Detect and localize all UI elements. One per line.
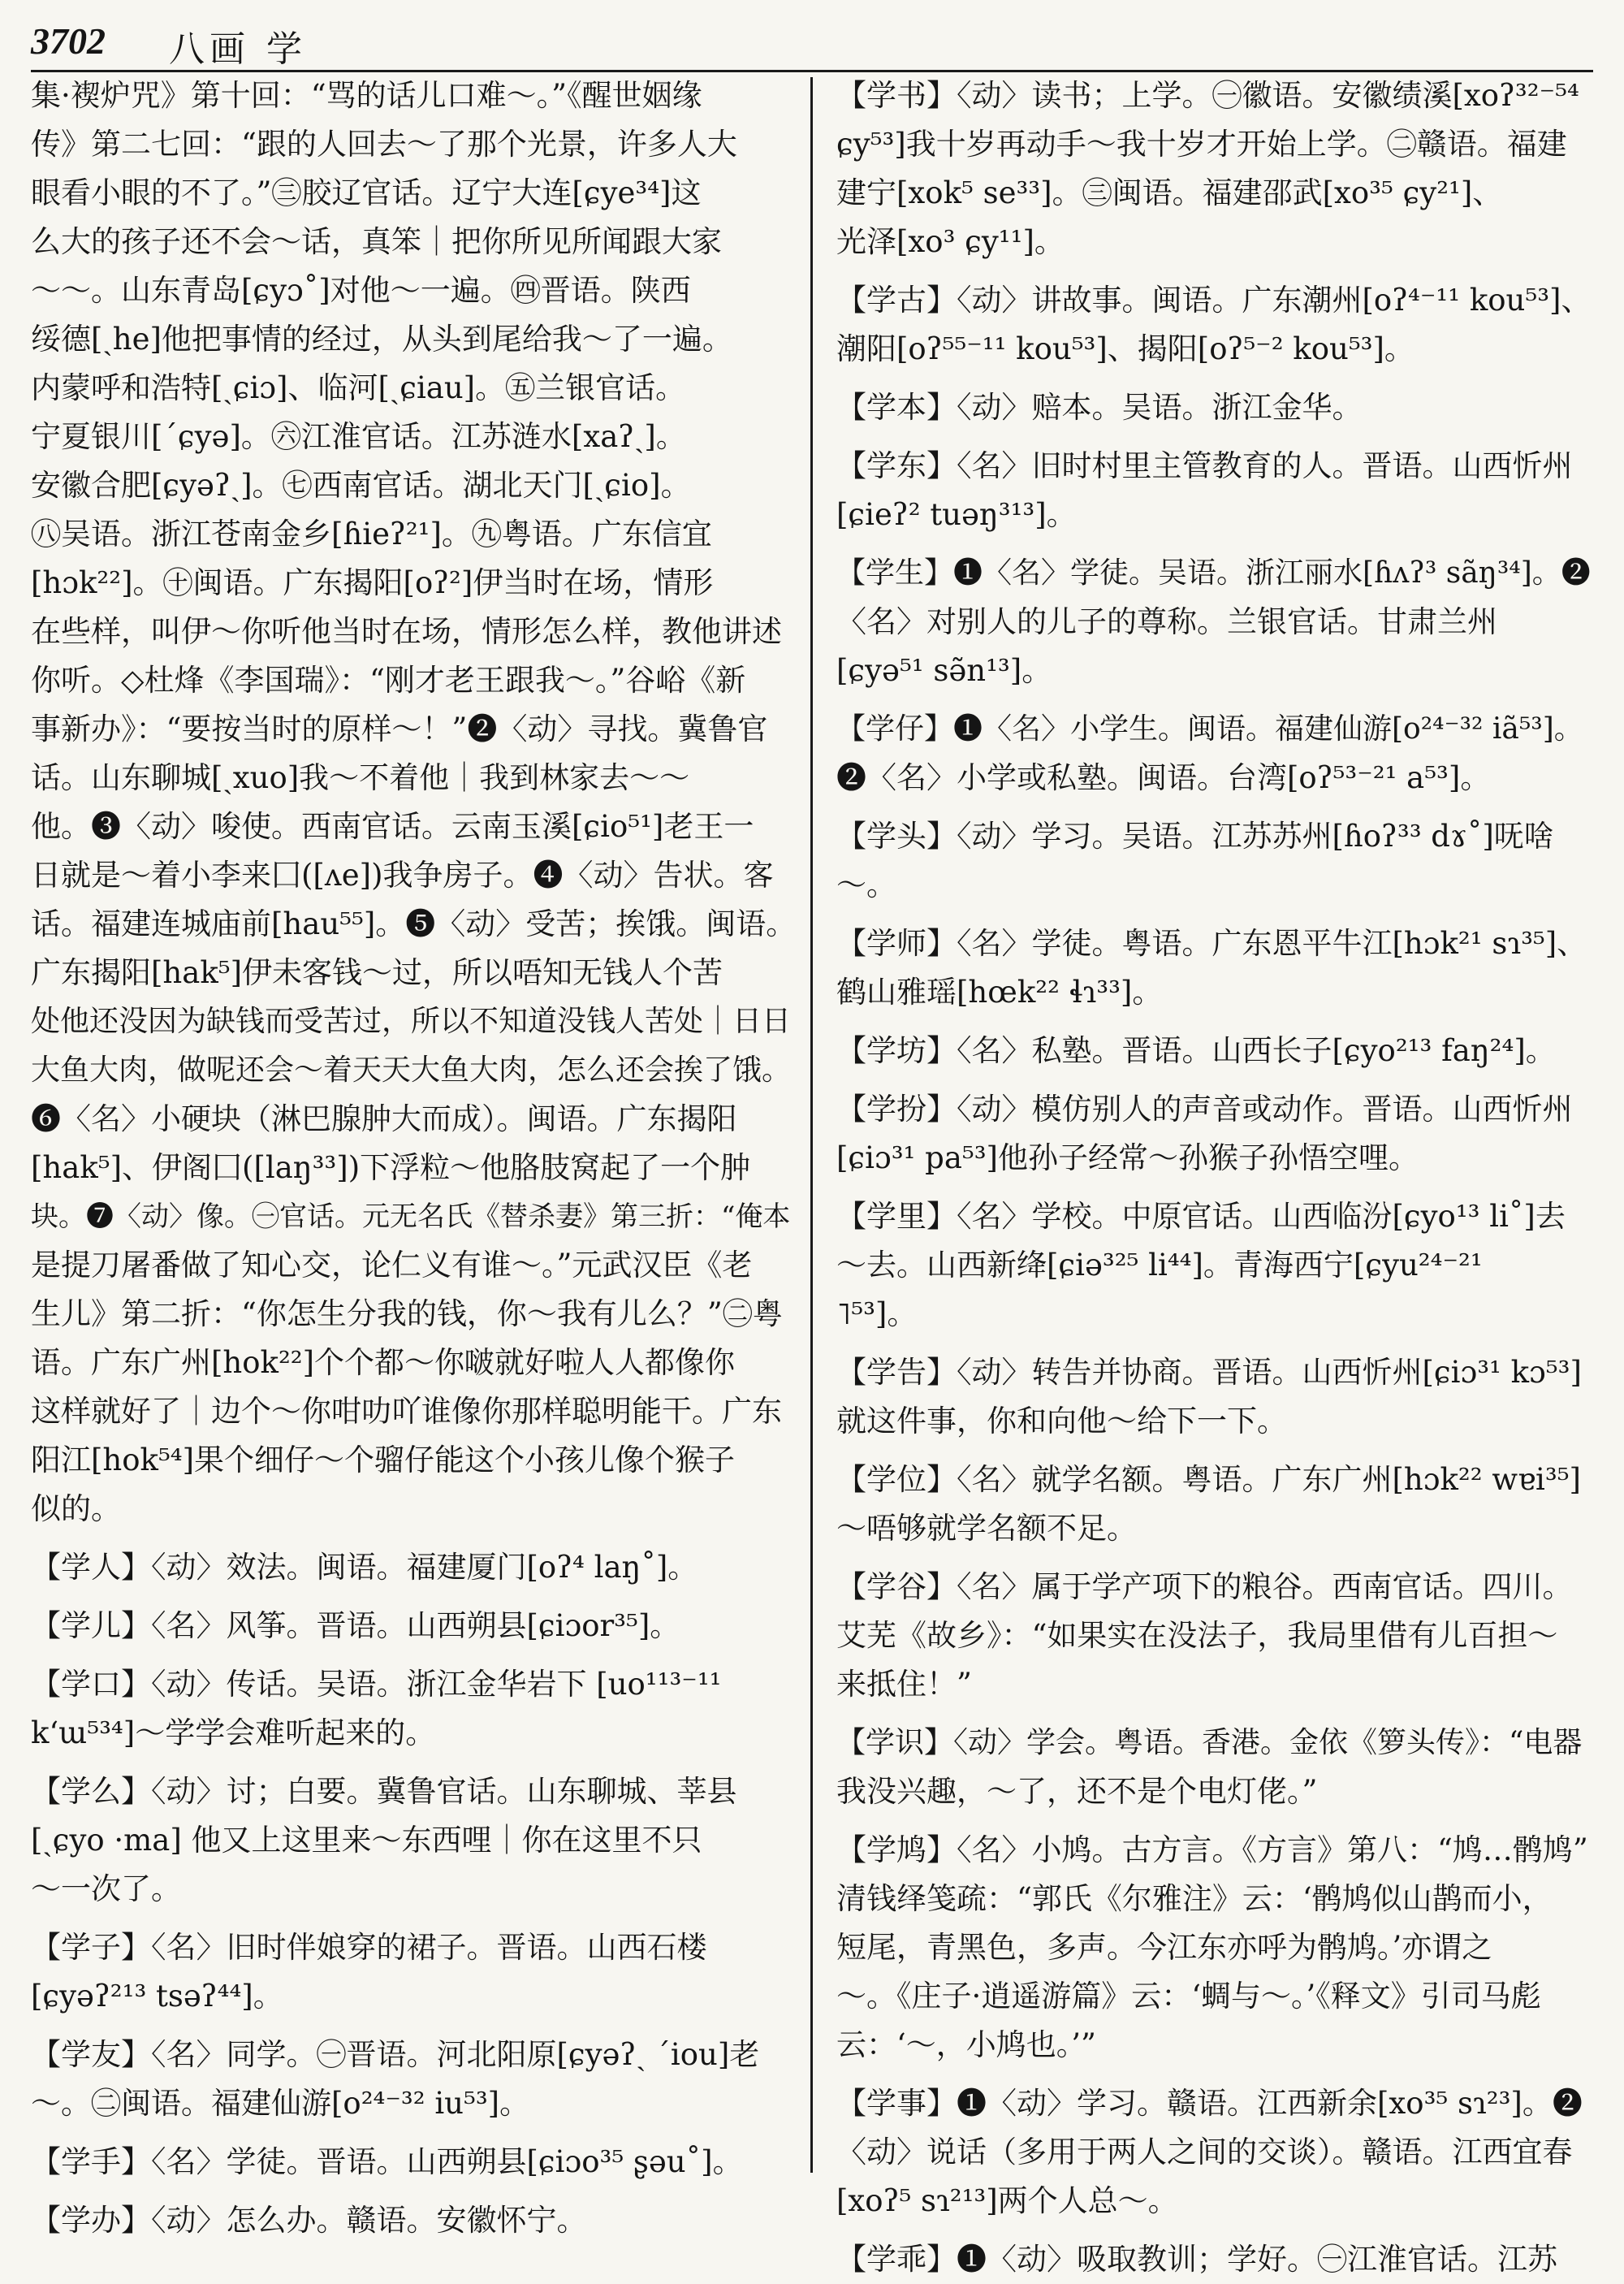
text-line: [ɕieʔ² tuəŋ³¹³]。	[836, 497, 1077, 532]
entry-headword-line: 【学人】〈动〉效法。闽语。福建厦门[oʔ⁴ laŋ˚]。	[31, 1550, 698, 1585]
text-line: ˥⁵³]。	[836, 1296, 918, 1331]
text-line: 我没兴趣，～了，还不是个电灯佬。”	[836, 1774, 1318, 1809]
text-line: ～一次了。	[31, 1871, 181, 1906]
text-line: ～～。山东青岛[ɕyɔ˚]对他～一遍。㊃晋语。陕西	[31, 273, 691, 308]
text-line: 鹤山雅瑶[hœk²² ɬɿ³³]。	[836, 975, 1163, 1010]
entry-headword-line: 【学头】〈动〉学习。吴语。江苏苏州[ɦoʔ³³ dɤ˚]呒啥	[836, 819, 1554, 854]
text-line: [ɕyə⁵¹ sə̃n¹³]。	[836, 653, 1052, 688]
text-line: 短尾，青黑色，多声。今江东亦呼为鹘鸠。’亦谓之	[836, 1930, 1492, 1965]
text-line: [ˏɕyo ·ma] 他又上这里来～东西哩｜你在这里不只	[31, 1823, 702, 1858]
text-line: 眼看小眼的不了。”㊂胶辽官话。辽宁大连[ɕye³⁴]这	[31, 175, 702, 210]
text-line: 话。福建连城庙前[hau⁵⁵]。❺〈动〉受苦；挨饿。闽语。	[31, 906, 797, 941]
text-line: [ɕyəʔ²¹³ tsəʔ⁴⁴]。	[31, 1979, 283, 2014]
text-line: 清钱绎笺疏：“郭氏《尔雅注》云：‘鹘鸠似山鹊而小，	[836, 1881, 1553, 1916]
entry-headword-line: 【学鸠】〈名〉小鸠。古方言。《方言》第八：“鸠…鹘鸠”	[836, 1832, 1588, 1867]
column-divider	[810, 77, 813, 2173]
text-line: 么大的孩子还不会～话，真笨｜把你所见所闻跟大家	[31, 224, 722, 259]
entry-headword-line: 【学乖】❶〈动〉吸取教训；学好。㊀江淮官话。江苏	[836, 2242, 1557, 2277]
text-line: 广东揭阳[hak⁵]伊未客钱～过，所以唔知无钱人个苦	[31, 955, 723, 990]
text-line: 话。山东聊城[ˏxuo]我～不着他｜我到林家去～～	[31, 760, 690, 795]
text-line: ㊇吴语。浙江苍南金乡[ɦieʔ²¹]。㊈粤语。广东信宜	[31, 517, 712, 552]
entry-headword-line: 【学位】〈名〉就学名额。粤语。广东广州[hɔk²² wɐi³⁵]	[836, 1462, 1581, 1497]
entry-headword-line: 【学谷】〈名〉属于学产项下的粮谷。西南官话。四川。	[836, 1569, 1573, 1604]
text-line: ～唔够就学名额不足。	[836, 1511, 1137, 1546]
entry-headword-line: 【学口】〈动〉传话。吴语。浙江金华岩下 [uo¹¹³⁻¹¹	[31, 1667, 722, 1702]
text-line: ɕy⁵³]我十岁再动手～我十岁才开始上学。㊁赣语。福建	[836, 127, 1567, 162]
text-line: 建宁[xok⁵ se³³]。㊂闽语。福建邵武[xo³⁵ ɕy²¹]、	[836, 175, 1503, 210]
text-line: ❻〈名〉小硬块（淋巴腺肿大而成）。闽语。广东揭阳	[31, 1101, 737, 1136]
text-line: ～。《庄子·逍遥游篇》云：‘蜩与～。’《释文》引司马彪	[836, 1979, 1541, 2014]
entry-headword-line: 【学子】〈名〉旧时伴娘穿的裙子。晋语。山西石楼	[31, 1930, 707, 1965]
entry-headword-line: 【学办】〈动〉怎么办。赣语。安徽怀宁。	[31, 2203, 587, 2238]
entry-headword-line: 【学友】〈名〉同学。㊀晋语。河北阳原[ɕyəʔˏ ˊiou]老	[31, 2037, 760, 2072]
text-line: [hak⁵]、伊阁囗([laŋ³³])下浮粒～他胳肢窝起了一个肿	[31, 1150, 751, 1185]
entry-headword-line: 【学仔】❶〈名〉小学生。闽语。福建仙游[o²⁴⁻³² iã⁵³]。	[836, 712, 1583, 746]
text-line: 云：‘～，小鸠也。’”	[836, 2027, 1096, 2062]
text-line: 来抵住！”	[836, 1667, 972, 1702]
text-line: 这样就好了｜边个～你咁叻吖谁像你那样聪明能干。广东	[31, 1394, 782, 1429]
text-line: ❷〈名〉小学或私塾。闽语。台湾[oʔ⁵³⁻²¹ a⁵³]。	[836, 760, 1491, 795]
entry-headword-line: 【学事】❶〈动〉学习。赣语。江西新余[xo³⁵ sɿ²³]。❷	[836, 2086, 1583, 2121]
text-line: [xoʔ⁵ sɿ²¹³]两个人总～。	[836, 2183, 1178, 2218]
text-line: 艾芜《故乡》：“如果实在没法子，我局里借有儿百担～	[836, 1618, 1558, 1653]
text-line: ～。	[836, 867, 896, 902]
text-line: 绥德[ˏhe]他把事情的经过，从头到尾给我～了一遍。	[31, 322, 732, 357]
text-line: 光泽[xo³ ɕy¹¹]。	[836, 224, 1065, 259]
right-column	[836, 71, 1592, 2284]
text-line: 语。广东广州[hok²²]个个都～你啵就好啦人人都像你	[31, 1345, 736, 1380]
entry-headword-line: 【学告】〈动〉转告并协商。晋语。山西忻州[ɕiɔ³¹ kɔ⁵³]	[836, 1355, 1582, 1390]
text-line: [ɕiɔ³¹ pa⁵³]他孙子经常～孙猴子孙悟空哩。	[836, 1140, 1419, 1175]
entry-headword-line: 【学扮】〈动〉模仿别人的声音或动作。晋语。山西忻州	[836, 1092, 1573, 1127]
text-line: 传》第二七回：“跟的人回去～了那个光景，许多人大	[31, 127, 737, 162]
text-line: 宁夏银川[ˊɕyə]。㊅江淮官话。江苏涟水[xaʔˏ]。	[31, 419, 686, 454]
entry-headword-line: 【学坊】〈名〉私塾。晋语。山西长子[ɕyo²¹³ faŋ²⁴]。	[836, 1033, 1556, 1068]
text-line: 你听。◇杜烽《李国瑞》：“刚才老王跟我～。”谷峪《新	[31, 663, 746, 698]
page-header	[31, 8, 1593, 70]
text-line: 块。❼〈动〉像。㊀官话。元无名氏《替杀妻》第三折：“俺本	[31, 1200, 791, 1233]
entry-headword-line: 【学东】〈名〉旧时村里主管教育的人。晋语。山西忻州	[836, 448, 1573, 483]
page-number: 3702	[31, 20, 106, 62]
entry-headword-line: 【学生】❶〈名〉学徒。吴语。浙江丽水[ɦʌʔ³ sãŋ³⁴]。❷	[836, 556, 1591, 590]
text-line: 日就是～着小李来囗([ʌe])我争房子。❹〈动〉告状。客	[31, 858, 774, 893]
entry-headword-line: 【学古】〈动〉讲故事。闽语。广东潮州[oʔ⁴⁻¹¹ kou⁵³]、	[836, 283, 1592, 318]
text-line: 生儿》第二折：“你怎生分我的钱，你～我有儿么？”㊁粤	[31, 1296, 783, 1331]
text-line: 〈名〉对别人的儿子的尊称。兰银官话。甘肃兰州	[836, 604, 1497, 639]
text-line: 大鱼大肉，做呢还会～着天天大鱼大肉，怎么还会挨了饿。	[31, 1053, 792, 1087]
entry-headword-line: 【学里】〈名〉学校。中原官话。山西临汾[ɕyo¹³ li˚]去	[836, 1199, 1566, 1234]
text-line: ～去。山西新绛[ɕiə³²⁵ li⁴⁴]。青海西宁[ɕyu²⁴⁻²¹	[836, 1248, 1483, 1283]
left-column	[31, 71, 798, 2245]
entry-headword-line: 【学识】〈动〉学会。粤语。香港。金依《箩头传》：“电器	[836, 1726, 1583, 1759]
entry-headword-line: 【学书】〈动〉读书；上学。㊀徽语。安徽绩溪[xoʔ³²⁻⁵⁴	[836, 78, 1579, 113]
text-line: ～。㊁闽语。福建仙游[o²⁴⁻³² iu⁵³]。	[31, 2086, 530, 2121]
text-line: kʻɯ⁵³⁴]～学学会难听起来的。	[31, 1715, 436, 1750]
section-title: 八画 学	[169, 28, 307, 70]
text-line: 事新办》：“要按当时的原样～！”❷〈动〉寻找。冀鲁官	[31, 712, 768, 746]
entry-headword-line: 【学么】〈动〉讨；白要。冀鲁官话。山东聊城、莘县	[31, 1774, 737, 1809]
text-line: 潮阳[oʔ⁵⁵⁻¹¹ kou⁵³]、揭阳[oʔ⁵⁻² kou⁵³]。	[836, 331, 1415, 366]
text-line: 处他还没因为缺钱而受苦过，所以不知道没钱人苦处｜日日	[31, 1005, 792, 1038]
entry-headword-line: 【学本】〈动〉赔本。吴语。浙江金华。	[836, 390, 1363, 425]
text-line: 安徽合肥[ɕyəʔˏ]。㊆西南官话。湖北天门[ˏɕio]。	[31, 468, 691, 503]
text-line: 内蒙呼和浩特[ˏɕiɔ]、临河[ˏɕiau]。㊄兰银官话。	[31, 370, 686, 405]
text-line: 他。❸〈动〉唆使。西南官话。云南玉溪[ɕio⁵¹]老王一	[31, 809, 754, 844]
text-line: 似的。	[31, 1491, 121, 1526]
text-line: 在些样，叫伊～你听他当时在场，情形怎么样，教他讲述	[31, 614, 782, 649]
entry-headword-line: 【学儿】〈名〉风筝。晋语。山西朔县[ɕiɔor³⁵]。	[31, 1608, 680, 1643]
text-line: 阳江[hok⁵⁴]果个细仔～个骝仔能这个小孩儿像个猴子	[31, 1443, 736, 1477]
text-line: 是提刀屠番做了知心交，论仁义有谁～。”元武汉臣《老	[31, 1248, 753, 1283]
entry-headword-line: 【学师】〈名〉学徒。粤语。广东恩平牛江[hɔk²¹ sɿ³⁵]、	[836, 926, 1587, 961]
text-line: 〈动〉说话（多用于两人之间的交谈）。赣语。江西宜春	[836, 2135, 1573, 2169]
text-line: 集·褉炉咒》第十回：“骂的话儿口难～。”《醒世姻缘	[31, 78, 702, 113]
entry-headword-line: 【学手】〈名〉学徒。晋语。山西朔县[ɕiɔo³⁵ ʂəu˚]。	[31, 2144, 743, 2179]
text-line: 就这件事，你和向他～给下一下。	[836, 1404, 1287, 1438]
text-line: [hɔk²²]。㊉闽语。广东揭阳[oʔ²]伊当时在场，情形	[31, 565, 714, 600]
